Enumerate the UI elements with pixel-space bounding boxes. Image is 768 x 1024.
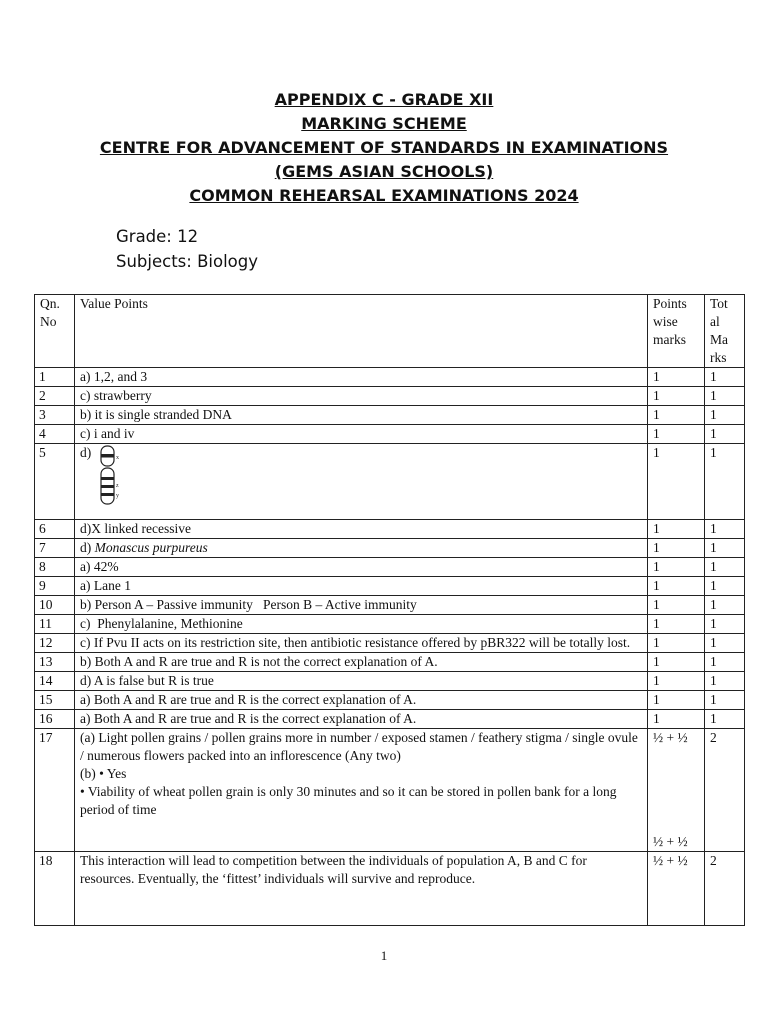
points-marks-b: ½ + ½ <box>653 834 688 849</box>
total-marks: 1 <box>705 615 745 634</box>
question-number: 16 <box>35 710 75 729</box>
question-number: 5 <box>35 444 75 520</box>
points-marks: 1 <box>648 387 705 406</box>
total-marks: 1 <box>705 577 745 596</box>
total-marks: 2 <box>705 729 745 852</box>
subject-label: Subjects: Biology <box>116 252 258 271</box>
question-number: 12 <box>35 634 75 653</box>
points-marks: ½ + ½ <box>653 730 688 745</box>
question-number: 13 <box>35 653 75 672</box>
answer-italic: Monascus purpureus <box>94 540 208 555</box>
table-row <box>35 615 745 634</box>
question-number: 10 <box>35 596 75 615</box>
question-number: 1 <box>35 368 75 387</box>
points-marks: 1 <box>648 672 705 691</box>
total-marks: 1 <box>705 634 745 653</box>
total-marks: 1 <box>705 425 745 444</box>
answer-text: c) i and iv <box>75 425 648 444</box>
table-row <box>35 406 745 425</box>
table-row <box>35 729 745 852</box>
question-number: 3 <box>35 406 75 425</box>
answer-text: c) Phenylalanine, Methionine <box>75 615 648 634</box>
header-total-marks: Tot al Ma rks <box>705 295 745 368</box>
table-row <box>35 539 745 558</box>
label-x: x <box>115 455 119 461</box>
chromosome-diagram <box>99 444 129 506</box>
points-marks: 1 <box>648 520 705 539</box>
points-marks: 1 <box>648 425 705 444</box>
question-number: 9 <box>35 577 75 596</box>
answer-text: b) Person A – Passive immunity Person B – Active immunity <box>75 596 648 615</box>
label-z: z <box>115 483 119 489</box>
answer-text: c) If Pvu II acts on its restriction site, then antibiotic resistance offered by pBR322 will be totally lost. <box>75 634 648 653</box>
answer-text: b) it is single stranded DNA <box>75 406 648 425</box>
answer-text: a) Both A and R are true and R is the correct explanation of A. <box>75 691 648 710</box>
table-row <box>35 653 745 672</box>
table-row <box>35 710 745 729</box>
question-number: 2 <box>35 387 75 406</box>
table-row <box>35 425 745 444</box>
question-number: 15 <box>35 691 75 710</box>
header-qno: Qn. No <box>35 295 75 368</box>
points-marks: 1 <box>648 653 705 672</box>
table-row <box>35 634 745 653</box>
question-number: 4 <box>35 425 75 444</box>
table-header-row <box>35 295 745 368</box>
question-number: 8 <box>35 558 75 577</box>
points-marks: 1 <box>648 444 705 520</box>
points-marks: 1 <box>648 368 705 387</box>
answer-part-b-reason: • Viability of wheat pollen grain is only 30 minutes and so it can be stored in pollen bank for a long period of time <box>80 784 617 817</box>
question-number: 11 <box>35 615 75 634</box>
answer-text: a) 42% <box>75 558 648 577</box>
answer-text: d)X linked recessive <box>75 520 648 539</box>
total-marks: 1 <box>705 387 745 406</box>
answer-text: d) <box>80 445 92 460</box>
total-marks: 1 <box>705 558 745 577</box>
points-marks: 1 <box>648 710 705 729</box>
question-number: 14 <box>35 672 75 691</box>
table-row <box>35 691 745 710</box>
chromosome-icon <box>99 444 129 506</box>
total-marks: 1 <box>705 539 745 558</box>
points-marks: 1 <box>648 577 705 596</box>
answer-text: a) 1,2, and 3 <box>75 368 648 387</box>
table-row <box>35 368 745 387</box>
answer-cell <box>75 729 648 852</box>
total-marks: 1 <box>705 368 745 387</box>
centre-title: CENTRE FOR ADVANCEMENT OF STANDARDS IN EXAMINATIONS <box>99 138 669 157</box>
points-marks: 1 <box>648 406 705 425</box>
answer-cell <box>75 539 648 558</box>
question-number: 18 <box>35 852 75 926</box>
points-marks: 1 <box>648 539 705 558</box>
total-marks: 1 <box>705 520 745 539</box>
table-row <box>35 672 745 691</box>
points-marks: 1 <box>648 691 705 710</box>
school-title: (GEMS ASIAN SCHOOLS) <box>274 162 494 181</box>
question-number: 6 <box>35 520 75 539</box>
header-value-points: Value Points <box>75 295 648 368</box>
points-marks: 1 <box>648 558 705 577</box>
total-marks: 1 <box>705 444 745 520</box>
answer-text: a) Both A and R are true and R is the correct explanation of A. <box>75 710 648 729</box>
total-marks: 1 <box>705 691 745 710</box>
exam-title: COMMON REHEARSAL EXAMINATIONS 2024 <box>189 186 579 205</box>
table-row <box>35 558 745 577</box>
total-marks: 1 <box>705 710 745 729</box>
table-row <box>35 577 745 596</box>
page-number: 1 <box>380 948 388 963</box>
document-header <box>0 88 768 208</box>
points-marks: 1 <box>648 634 705 653</box>
answer-text: a) Lane 1 <box>75 577 648 596</box>
table-row <box>35 444 745 520</box>
answer-part-b-yes: (b) • Yes <box>80 766 127 781</box>
exam-meta <box>116 224 258 274</box>
points-marks: ½ + ½ <box>648 852 705 926</box>
total-marks: 2 <box>705 852 745 926</box>
total-marks: 1 <box>705 653 745 672</box>
answer-text: d) A is false but R is true <box>75 672 648 691</box>
total-marks: 1 <box>705 596 745 615</box>
table-row <box>35 387 745 406</box>
question-number: 7 <box>35 539 75 558</box>
answer-text: This interaction will lead to competition between the individuals of population A, B and C for resources. Eventually, the ‘fittest’ individuals will survive and reproduce. <box>75 852 648 926</box>
marking-table <box>34 294 745 926</box>
question-number: 17 <box>35 729 75 852</box>
label-y: y <box>115 493 119 499</box>
total-marks: 1 <box>705 406 745 425</box>
appendix-title: APPENDIX C - GRADE XII <box>274 90 494 109</box>
answer-part-a: (a) Light pollen grains / pollen grains more in number / exposed stamen / feathery stigma / single ovule / numerous flowers packed into an inflorescence (Any two) <box>80 730 638 763</box>
total-marks: 1 <box>705 672 745 691</box>
table-row <box>35 596 745 615</box>
grade-label: Grade: 12 <box>116 227 199 246</box>
points-marks: 1 <box>648 615 705 634</box>
points-marks: 1 <box>648 596 705 615</box>
points-cell <box>648 729 705 852</box>
header-points-wise: Points wise marks <box>648 295 705 368</box>
answer-text: c) strawberry <box>75 387 648 406</box>
marking-scheme-title: MARKING SCHEME <box>301 114 467 133</box>
table-row <box>35 852 745 926</box>
answer-prefix: d) <box>80 540 95 555</box>
table-row <box>35 520 745 539</box>
answer-cell <box>75 444 648 520</box>
answer-text: b) Both A and R are true and R is not the correct explanation of A. <box>75 653 648 672</box>
